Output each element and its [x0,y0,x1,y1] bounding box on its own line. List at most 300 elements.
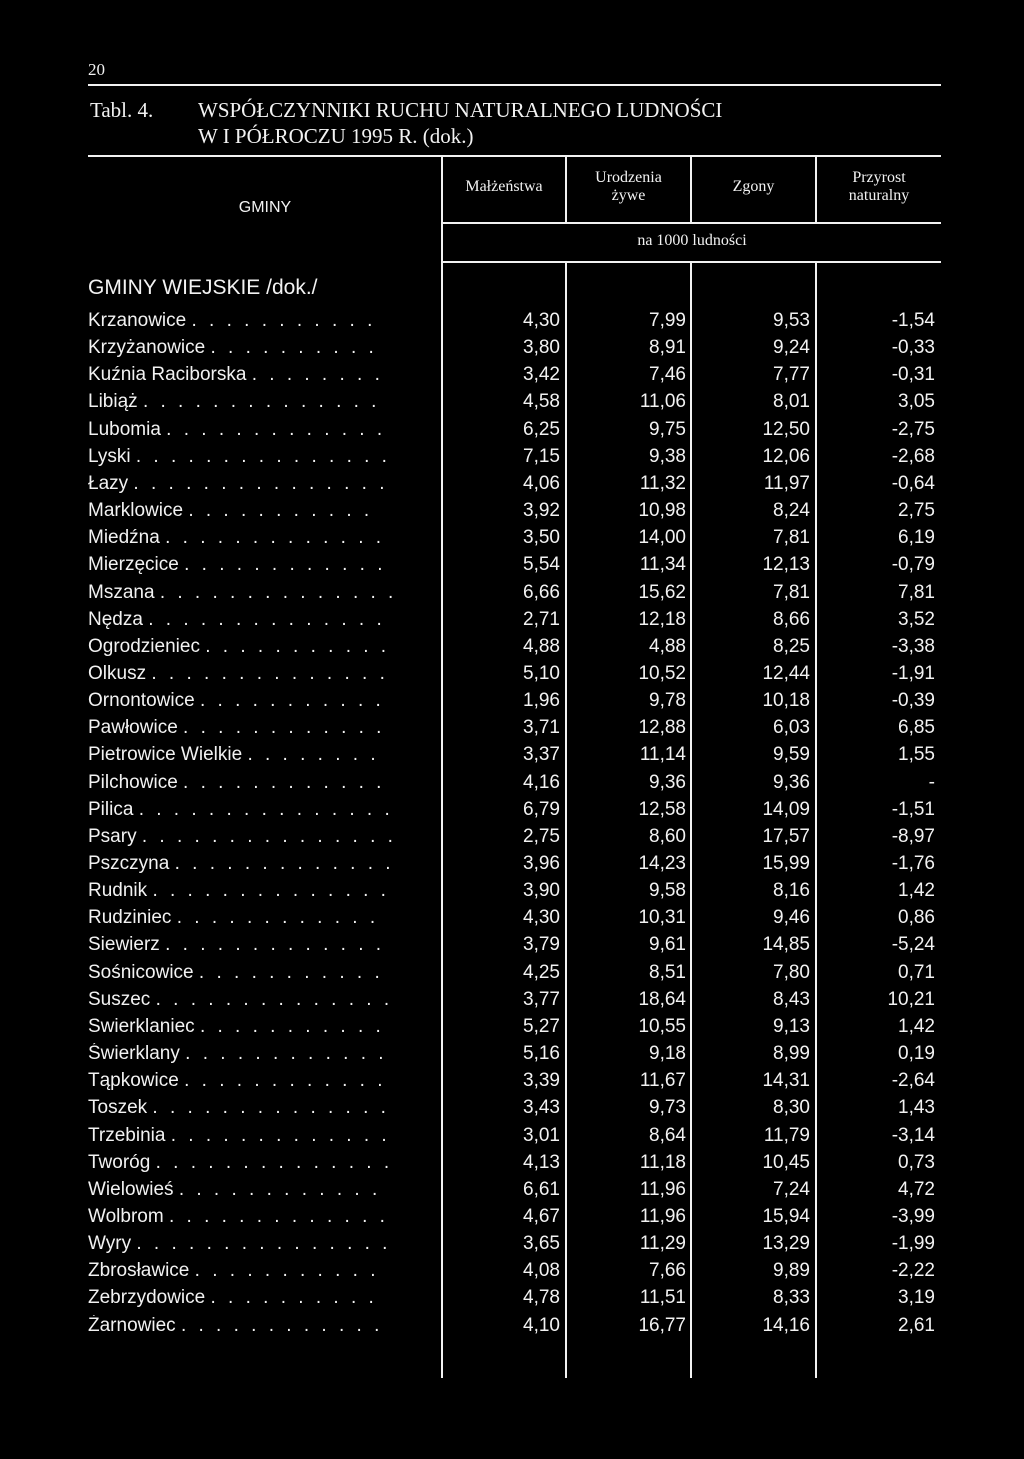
gmina-name [88,907,433,929]
gmina-name [88,744,433,766]
gmina-name-text: Lyski [88,445,131,467]
gmina-name [88,1287,433,1309]
table-row [0,337,1024,364]
urodzenia-value: 7,46 [649,364,686,386]
malzenstwa-value: 4,10 [523,1314,560,1336]
malzenstwa-value: 3,65 [523,1233,560,1255]
gmina-name [88,1152,433,1174]
table-row [0,446,1024,473]
zgony-value: 9,89 [773,1260,810,1282]
przyrost-value: -1,51 [891,798,935,820]
gmina-name-text: Wolbrom [88,1205,164,1227]
urodzenia-value: 9,73 [649,1097,686,1119]
urodzenia-value: 12,58 [638,798,686,820]
urodzenia-value: 16,77 [638,1314,686,1336]
column-header-urodzenia [567,169,690,205]
gmina-name [88,772,433,794]
zgony-value: 12,44 [762,662,810,684]
gmina-name [88,500,433,522]
table-row [0,1260,1024,1287]
table-row [0,907,1024,934]
przyrost-line1: Przyrost [852,169,906,186]
malzenstwa-value: 3,79 [523,934,560,956]
gmina-name [88,1070,433,1092]
gmina-name-text: Siewierz [88,934,160,956]
urodzenia-value: 10,55 [638,1015,686,1037]
gmina-name-text: Ornontowice [88,690,195,712]
urodzenia-value: 12,88 [638,717,686,739]
gmina-name [88,1125,433,1147]
malzenstwa-value: 3,37 [523,744,560,766]
przyrost-value: 0,71 [898,961,935,983]
table-row [0,527,1024,554]
gmina-name-text: Ogrodzieniec [88,635,200,657]
table-row [0,717,1024,744]
gmina-name [88,1179,433,1201]
gmina-name-text: Olkusz [88,662,147,684]
przyrost-value: 1,43 [898,1097,935,1119]
top-rule [88,84,941,86]
urodzenia-value: 9,38 [649,445,686,467]
header-top-rule [88,155,941,157]
malzenstwa-value: 3,80 [523,337,560,359]
table-row [0,554,1024,581]
gmina-name [88,636,433,658]
zgony-value: 14,16 [762,1314,810,1336]
gmina-name-text: Pszczyna [88,853,170,874]
leader-dots: . . . . . . . . . . . . [184,1070,387,1092]
leader-dots: . . . . . . . . . . . . . . [152,880,390,902]
gmina-name [88,582,433,604]
gmina-name [88,609,433,631]
gmina-name-text: Zbrosławice [88,1260,190,1282]
urodzenia-value: 9,61 [649,934,686,956]
gmina-name [88,934,433,956]
przyrost-value: 0,19 [898,1043,935,1065]
gmina-name [88,446,433,468]
przyrost-value: -0,39 [891,690,935,712]
malzenstwa-value: 4,13 [523,1151,560,1173]
zgony-value: 6,03 [773,717,810,739]
zgony-value: 8,33 [773,1287,810,1309]
urodzenia-value: 8,91 [649,337,686,359]
przyrost-value: -5,24 [891,934,935,956]
przyrost-value: -1,99 [891,1233,935,1255]
gmina-name [88,1260,433,1282]
leader-dots: . . . . . . . . . . . . . . . [138,798,394,820]
zgony-value: 17,57 [762,825,810,847]
przyrost-value: 3,19 [898,1287,935,1309]
column-header-malzenstwa [443,178,565,196]
table-row [0,1287,1024,1314]
leader-dots: . . . . . . . . . . . . . . . [135,445,391,467]
gmina-name-text: Swierklaniec [88,1015,195,1037]
zgony-value: 8,24 [773,500,810,522]
table-row [0,853,1024,880]
leader-dots: . . . . . . . . . . . . . . . [136,1233,391,1255]
malzenstwa-value: 3,43 [523,1097,560,1119]
table-row [0,934,1024,961]
table-row [0,310,1024,337]
przyrost-value: 0,73 [898,1151,935,1173]
gmina-name [88,880,433,902]
malzenstwa-value: 5,16 [523,1043,560,1065]
gmina-name [88,663,433,685]
leader-dots: . . . . . . . . . . . . . . [159,581,397,603]
przyrost-value: -3,99 [891,1205,935,1227]
gmina-name-text: Lubomia [88,418,161,440]
zgony-value: 14,09 [762,798,810,820]
leader-dots: . . . . . . . . . . . [188,500,373,522]
zgony-value: 7,24 [773,1178,810,1200]
malzenstwa-value: 4,30 [523,907,560,929]
leader-dots: . . . . . . . . . . . . . . [142,391,380,413]
malzenstwa-value: 4,58 [523,391,560,413]
table-row [0,364,1024,391]
malzenstwa-value: 7,15 [523,445,560,467]
urodzenia-value: 10,98 [638,500,686,522]
leader-dots: . . . . . . . . . . . . [184,554,387,576]
table-label: Tabl. 4. [90,98,154,122]
malzenstwa-value: 6,61 [523,1178,560,1200]
urodzenia-value: 9,78 [649,690,686,712]
gmina-name-text: Sośnicowice [88,961,194,983]
gmina-name [88,799,433,821]
table-row [0,962,1024,989]
table-row [0,500,1024,527]
przyrost-value: -2,64 [891,1070,935,1092]
urodzenia-value: 18,64 [638,988,686,1010]
przyrost-value: 1,42 [898,880,935,902]
zgony-value: 14,85 [762,934,810,956]
przyrost-value: 3,05 [898,391,935,413]
przyrost-value: 1,55 [898,744,935,766]
przyrost-value: -8,97 [891,825,935,847]
urodzenia-value: 9,75 [649,418,686,440]
gmina-name [88,1315,433,1337]
table-row [0,473,1024,500]
table-row [0,989,1024,1016]
zgony-value: 9,13 [773,1015,810,1037]
leader-dots: . . . . . . . . . . . . . [170,1124,391,1146]
przyrost-value: -2,68 [891,445,935,467]
urodzenia-value: 15,62 [638,581,686,603]
leader-dots: . . . . . . . . . . . [191,310,376,331]
page-number: 20 [88,60,105,79]
table-row [0,636,1024,663]
table-row [0,1206,1024,1233]
urodzenia-value: 14,00 [638,527,686,549]
zgony-value: 10,45 [762,1151,810,1173]
przyrost-value: 10,21 [887,988,935,1010]
malzenstwa-value: 4,88 [523,635,560,657]
zgony-value: 11,97 [763,472,810,494]
leader-dots: . . . . . . . . [247,744,380,766]
zgony-value: 12,13 [762,554,810,576]
malzenstwa-value: 4,30 [523,310,560,331]
title-line-2: W I PÓŁROCZU 1995 R. (dok.) [198,124,474,148]
table-row [0,663,1024,690]
table-row [0,772,1024,799]
zgony-value: 11,79 [763,1124,810,1146]
gmina-name-text: Pietrowice Wielkie [88,744,243,766]
zgony-value: 8,99 [773,1043,810,1065]
urodzenia-value: 7,99 [649,310,686,331]
gmina-name-text: Rudziniec [88,907,172,929]
malzenstwa-value: 6,79 [523,798,560,820]
przyrost-value: -0,79 [891,554,935,576]
leader-dots: . . . . . . . . . . . . [178,1178,381,1200]
zgony-value: 7,81 [773,581,810,603]
urodzenia-value: 9,36 [649,771,686,793]
table-title [90,98,722,123]
urodzenia-value: 11,06 [639,391,686,413]
zgony-value: 9,59 [773,744,810,766]
urodzenia-value: 10,52 [638,662,686,684]
leader-dots: . . . . . . . . . . . . . . . [133,472,389,494]
zgony-value: 8,01 [773,391,810,413]
table-row [0,1315,1024,1342]
leader-dots: . . . . . . . . . . . . . [174,853,395,874]
table-row [0,1016,1024,1043]
urodzenia-value: 12,18 [638,608,686,630]
table-row [0,391,1024,418]
urodzenia-value: 11,18 [639,1151,686,1173]
przyrost-value: 3,52 [898,608,935,630]
column-header-przyrost [817,169,941,205]
gmina-name [88,554,433,576]
table-row [0,609,1024,636]
urodzenia-value: 4,88 [649,635,686,657]
zgony-value: 7,81 [773,527,810,549]
przyrost-value: -2,75 [891,418,935,440]
przyrost-value: 2,61 [898,1314,935,1336]
zgony-value: 12,06 [762,445,810,467]
gmina-name [88,337,433,359]
table-row [0,880,1024,907]
gmina-name [88,419,433,441]
leader-dots: . . . . . . . . . . . . [180,1314,383,1336]
malzenstwa-value: 1,96 [523,690,560,712]
leader-dots: . . . . . . . . . . . . [176,907,379,929]
gmina-name-text: Tworóg [88,1151,151,1173]
przyrost-value: 7,81 [898,581,935,603]
leader-dots: . . . . . . . . . . . . [183,771,385,793]
gmina-name-text: Marklowice [88,500,184,522]
gmina-name-text: Żarnowiec [88,1314,176,1336]
gmina-name-text: Świerklany [88,1043,180,1065]
gmina-name [88,1206,433,1228]
gmina-name [88,364,433,386]
przyrost-value: 2,75 [898,500,935,522]
leader-dots: . . . . . . . . . . . [194,1260,380,1282]
gmina-name [88,527,433,549]
malzenstwa-value: 4,25 [523,961,560,983]
zgony-value: 15,94 [762,1205,810,1227]
urodzenia-value: 7,66 [649,1260,686,1282]
column-header-gminy: GMINY [238,199,292,216]
przyrost-value: -1,76 [891,853,935,874]
malzenstwa-value: 6,25 [523,418,560,440]
table-row [0,799,1024,826]
urodzenia-value: 11,51 [639,1287,686,1309]
gmina-name-text: Trzebinia [88,1124,166,1146]
przyrost-line2: naturalny [848,187,910,204]
table-row [0,1179,1024,1206]
malzenstwa-value: 3,71 [523,717,560,739]
leader-dots: . . . . . . . . . . . [199,690,385,712]
zgony-value: 9,36 [773,771,810,793]
urodzenia-value: 10,31 [638,907,686,929]
table-row [0,1097,1024,1124]
malzenstwa-value: 3,90 [523,880,560,902]
przyrost-value: -0,64 [891,472,935,494]
gmina-name [88,310,433,332]
gmina-name-text: Zebrzydowice [88,1287,206,1309]
urodzenia-value: 9,18 [649,1043,686,1065]
gmina-name-text: Libiąż [88,391,138,413]
leader-dots: . . . . . . . . . . . . . . [152,1097,390,1119]
gmina-name-text: Tąpkowice [88,1070,179,1092]
malzenstwa-value: 3,96 [523,853,560,874]
leader-dots: . . . . . . . . . . . [198,961,384,983]
zgony-value: 9,24 [773,337,810,359]
zgony-value: 8,66 [773,608,810,630]
zgony-value: 13,29 [762,1233,810,1255]
urodzenia-value: 9,58 [649,880,686,902]
leader-dots: . . . . . . . . . . . . . [165,934,385,956]
gmina-name-text: Wielowieś [88,1178,174,1200]
malzenstwa-value: 3,39 [523,1070,560,1092]
zgony-value: 14,31 [762,1070,810,1092]
unit-header: na 1000 ludności [637,232,747,249]
gmina-name [88,1233,433,1255]
leader-dots: . . . . . . . . . . . . . . [155,988,393,1010]
urodzenia-value: 11,96 [639,1178,686,1200]
gmina-name [88,690,433,712]
malzenstwa-value: 4,08 [523,1260,560,1282]
urodzenia-value: 11,67 [639,1070,686,1092]
table-row [0,1043,1024,1070]
leader-dots: . . . . . . . . . . . . [185,1043,388,1065]
malzenstwa-value: 3,42 [523,364,560,386]
title-line-1: WSPÓŁCZYNNIKI RUCHU NATURALNEGO LUDNOŚCI [198,98,723,122]
malzenstwa-value: 4,16 [523,771,560,793]
table-row [0,1125,1024,1152]
leader-dots: . . . . . . . . . . . . . [165,527,385,549]
urodzenia-value: 11,96 [639,1205,686,1227]
urodzenia-value: 8,64 [649,1124,686,1146]
gmina-name-text: Pawłowice [88,717,178,739]
gmina-name-text: Pilica [88,798,134,820]
przyrost-value: -3,14 [891,1124,935,1146]
urodzenia-value: 11,14 [639,744,686,766]
gmina-name [88,1043,433,1065]
leader-dots: . . . . . . . . . . . . . [166,418,386,440]
gmina-name [88,391,433,413]
urodzenia-value: 8,51 [649,961,686,983]
gmina-name-text: Łazy [88,472,129,494]
zgony-value: 9,53 [773,310,810,331]
przyrost-value: 1,42 [898,1015,935,1037]
przyrost-value: 6,19 [898,527,935,549]
leader-dots: . . . . . . . . . . . [205,635,390,657]
gmina-name [88,473,433,495]
zgony-value: 12,50 [762,418,810,440]
malzenstwa-value: 5,10 [523,662,560,684]
zgony-value: 8,16 [773,880,810,902]
table-row [0,826,1024,853]
zgony-value: 10,18 [762,690,810,712]
leader-dots: . . . . . . . . . . . . . . [148,608,386,630]
gmina-name-text: Miedźna [88,527,160,549]
zgony-value: 15,99 [762,853,810,874]
gmina-name-text: Suszec [88,988,151,1010]
urodzenia-value: 11,32 [639,472,686,494]
table-row [0,1152,1024,1179]
zgony-value: 8,43 [773,988,810,1010]
malzenstwa-value: 4,67 [523,1205,560,1227]
przyrost-value: 4,72 [898,1178,935,1200]
gmina-name [88,826,433,848]
table-row [0,1070,1024,1097]
urodzenia-value: 14,23 [638,853,686,874]
leader-dots: . . . . . . . . . . . . [183,717,385,739]
gmina-name-text: Krzanowice [88,310,187,331]
malzenstwa-value: 5,27 [523,1015,560,1037]
table-row [0,690,1024,717]
gmina-name [88,717,433,739]
zgony-value: 8,30 [773,1097,810,1119]
zgony-value: 7,77 [773,364,810,386]
gmina-name-text: Rudnik [88,880,148,902]
table-row [0,1233,1024,1260]
gmina-name-text: Nędza [88,608,143,630]
przyrost-value: -2,22 [891,1260,935,1282]
table-row [0,582,1024,609]
przyrost-value: -1,91 [891,662,935,684]
urodzenia-value: 11,34 [639,554,686,576]
gmina-name [88,853,433,875]
table-row [0,744,1024,771]
malzenstwa-value: 4,78 [523,1287,560,1309]
leader-dots: . . . . . . . . . . . [199,1015,385,1037]
table-row [0,419,1024,446]
urodzenia-value: 11,29 [639,1233,686,1255]
section-heading: GMINY WIEJSKIE /dok./ [88,276,318,299]
gmina-name-text: Wyry [88,1233,132,1255]
zgony-value: 7,80 [773,961,810,983]
gmina-name [88,962,433,984]
urodzenia-line1: Urodzenia [595,169,662,186]
przyrost-value: -0,31 [891,364,935,386]
gmina-name-text: Toszek [88,1097,148,1119]
przyrost-value: -1,54 [891,310,935,331]
gmina-name-text: Kuźnia Raciborska [88,364,247,386]
urodzenia-value: 8,60 [649,825,686,847]
przyrost-value: 0,86 [898,907,935,929]
zgony-label: Zgony [732,178,775,195]
malzenstwa-label: Małżeństwa [465,178,543,195]
leader-dots: . . . . . . . . . . [210,1287,378,1309]
gmina-name-text: Psary [88,825,137,847]
malzenstwa-value: 3,92 [523,500,560,522]
gmina-name-text: Krzyżanowice [88,337,206,359]
gmina-name [88,1016,433,1038]
leader-dots: . . . . . . . . . . [210,337,378,359]
column-header-zgony [692,178,815,196]
gmina-name [88,1097,433,1119]
